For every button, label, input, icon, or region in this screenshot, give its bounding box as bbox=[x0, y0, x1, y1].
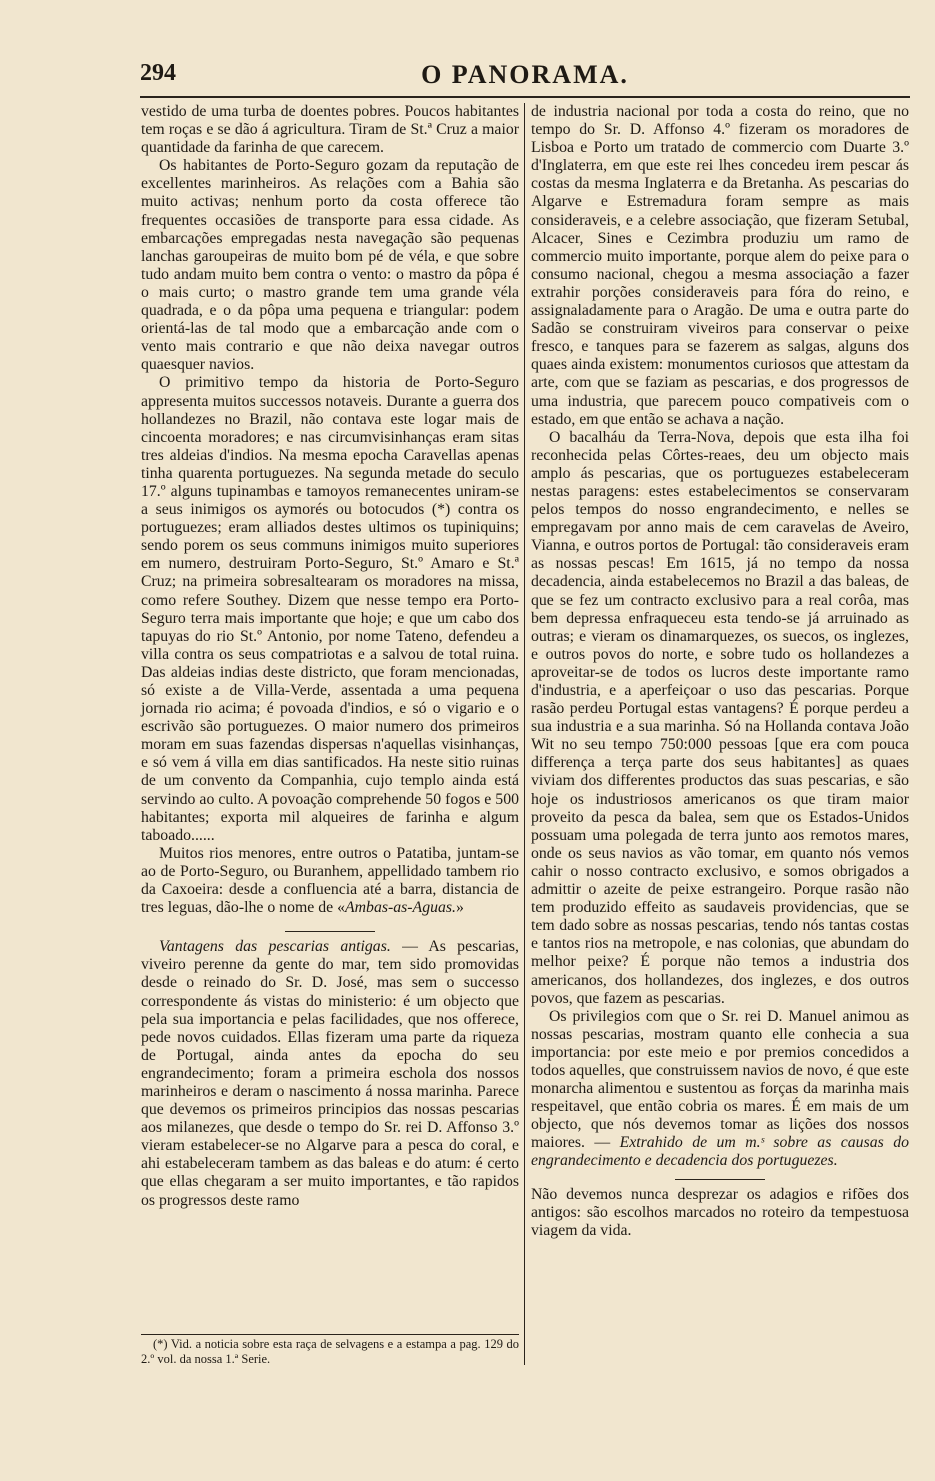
footnote-rule bbox=[141, 1334, 519, 1335]
paragraph-text: Muitos rios menores, entre outros o Patatiba, juntam-se ao de Porto-Seguro, ou Buranhem, appellidado tambem rio da Caxoeira: desde a confluencia até a barra, distancia de tres leguas, dão-lhe o nome de « bbox=[141, 844, 519, 917]
left-column bbox=[141, 103, 519, 1210]
source-dash: — bbox=[584, 1134, 620, 1152]
section-paragraph bbox=[141, 938, 519, 1209]
closing-quote: » bbox=[456, 899, 464, 917]
paragraph: de industria nacional por toda a costa do reino, que no tempo do Sr. D. Affonso 4.º fizeram os moradores de Lisboa e Porto um tratado de commercio com Duarte 3.º d'Inglaterra, em que este rei lhes concedeu irem pescar ás costas da mesma Inglaterra e da Bretanha. As pescarias do Algarve e Estremadura foram sempre as mais consideraveis, e a celebre associação, que fizeram Setubal, Alcacer, Sines e Cezimbra produziu um ramo de commercio muito importante, porque alem do peixe para o consumo nacional, chegou a mesma associação a fazer extrahir porções consideraveis para fóra do reino, e assignaladamente para o Aragão. De uma e outra parte do Sadão se construiram viveiros para conservar o peixe fresco, e tanques para se fazerem as salgas, alguns dos quaes ainda existem: monumentos curiosos que attestam da arte, com que se faziam as pescarias, e dos progressos de uma industria, que parecem pouco compativeis com o estado, em que então se achava a nação. bbox=[531, 103, 909, 428]
source-citation: Extrahido de um m.ˢ sobre as causas do engrandecimento e decadencia dos portuguezes. bbox=[531, 1134, 909, 1170]
column-divider bbox=[524, 103, 525, 1365]
journal-title: O PANORAMA. bbox=[421, 60, 629, 89]
paragraph: O primitivo tempo da historia de Porto-Seguro appresenta muitos successos notaveis. Durante a guerra dos hollandezes no Brazil, não contava este logar mais de cincoenta moradores; e nas circumvisinhanças eram sitas tres aldeias d'indios. Na mesma epocha Caravellas apenas tinha quarenta portuguezes. Na segunda metade do seculo 17.º alguns tupinambas e tamoyos remanecentes uniram-se a seus inimigos os aymorés ou botocudos (*) contra os portuguezes; eram alliados destes ultimos os tupiniquins; sendo porem os seus communs inimigos muito superiores em numero, destruiram Porto-Seguro, St.º Amaro e St.ª Cruz; na primeira sobresaltearam os moradores na missa, como refere Southey. Dizem que nesse tempo era Porto-Seguro terra mais importante que hoje; e que um cabo dos tapuyas do rio St.º Antonio, por nome Tateno, defendeu a villa contra os seus compatriotas e a salvou de total ruina. Das aldeias indias deste districto, que foram mencionadas, só existe a de Villa-Verde, assentada a uma pequena jornada rio acima; é povoada d'indios, e só o vigario e o escrivão são portuguezes. O maior numero dos primeiros moram em suas fazendas dispersas n'aquellas visinhanças, e só vem á villa em dias santificados. Ha neste sitio ruinas de um convento da Companhia, cujo templo ainda está servindo ao culto. A povoação comprehende 50 fogos e 500 habitantes; exporta mil alqueires de farinha e algum taboado...... bbox=[141, 374, 519, 844]
river-name: Ambas-as-Aguas. bbox=[344, 899, 456, 917]
section-text: — As pescarias, viveiro perenne da gente do mar, tem sido promovidas desde o reinado do Sr. D. José, mas sem o successo correspondente ás vistas do ministerio: é um objecto que pela sua importancia e pelas facilidades, que nos offerece, pede novos cuidados. Ellas fizeram uma parte da riqueza de Portugal, ainda antes da epocha do seu engrandecimento; foram a primeira eschola dos nossos marinheiros e deram o nascimento á nossa marinha. Parece que devemos os primeiros principios das nossas pescarias aos milanezes, que desde o tempo do Sr. rei D. Affonso 3.º vieram estabelecer-se no Algarve para a pesca do coral, e ahi estabeleceram tambem as das baleas e do atum: é certo que ellas chegaram a ser muito importantes, e tão rapidos os progressos deste ramo bbox=[141, 938, 520, 1209]
footnote bbox=[141, 1337, 519, 1367]
page-header bbox=[140, 60, 910, 88]
paragraph bbox=[141, 845, 519, 917]
paragraph-text: Os privilegios com que o Sr. rei D. Manuel animou as nossas pescarias, mostram quanto elle conhecia a sua importancia: por este meio e por premios concedidos a todos aquelles, que construissem navios de novo, é que este monarcha alimentou e sustentou as forças da marinha mais respeitavel, que então cobria os mares. É em mais de um objecto, que nós devemos tomar as lições dos nossos maiores. bbox=[531, 1007, 909, 1152]
paragraph: Os habitantes de Porto-Seguro gozam da reputação de excellentes marinheiros. As relações com a Bahia são muito activas; nenhum porto da costa offerece tão frequentes occasiões de transporte para essa cidade. As embarcações empregadas nesta navegação são pequenas lanchas garoupeiras de muito bom pé de véla, e que sobre tudo andam muito bem contra o vento: o mastro da pôpa é o mais curto; o mastro grande tem uma grande véla quadrada, e o da pôpa uma pequena e triangular: podem orientá-las de tal modo que a embarcação ande com o vento mais contrario e que não deixa navegar outros quaesquer navios. bbox=[141, 157, 519, 374]
right-column bbox=[531, 103, 909, 1240]
footnote-text: (*) Vid. a noticia sobre esta raça de selvagens e a estampa a pag. 129 do 2.º vol. da nossa 1.ª Serie. bbox=[141, 1337, 519, 1366]
section-separator bbox=[675, 1179, 765, 1180]
page-number: 294 bbox=[140, 60, 176, 86]
section-separator bbox=[285, 931, 375, 932]
paragraph bbox=[531, 1008, 909, 1171]
proverb: Não devemos nunca desprezar os adagios e rifões dos antigos: são escolhos marcados no roteiro da tempestuosa viagem da vida. bbox=[531, 1185, 909, 1239]
paragraph: O bacalháu da Terra-Nova, depois que esta ilha foi reconhecida pelas Côrtes-reaes, deu um objecto mais amplo ás pescarias, que os portuguezes estabeleceram nestas paragens: estes estabelecimentos se conservaram pelos tempos do nosso engrandecimento, e nelles se empregavam por anno mais de cem caravelas de Aveiro, Vianna, e outros portos de Portugal: tão consideraveis eram as nossas pescas! Em 1615, já no tempo da nossa decadencia, ainda estabelecemos no Brazil a das baleas, de que se fez um contracto exclusivo para a real corôa, mas bem depressa enfraqueceu esta tendo-se já arruinado as outras; e vieram os dinamarquezes, os suecos, os inglezes, e outros povos do norte, e sobre tudo os hollandezes a aproveitar-se de todos os lucros deste importante ramo d'industria, e a aperfeiçoar o uso das pescarias. Porque rasão perdeu Portugal estas vantagens? É porque perdeu a sua industria e a sua marinha. Só na Hollanda contava João Wit no seu tempo 750:000 pessoas [que era com pouca differença a terça parte dos seus habitantes] as quaes viviam dos differentes productos das suas pescarias, e são hoje os industriosos americanos os que tiram maior proveito da pesca da balea, sem que os Estados-Unidos possuam uma polegada de terra junto aos remotos mares, onde os seus navios as vão tomar, em quanto nós vemos cahir o nosso contracto exclusivo, e somos obrigados a admittir o azeite de peixe estrangeiro. Porque rasão não tem produzido effeito as saudaveis providencias, que se tem dado sobre as nossas pescarias, tendo nós tantas costas e tantos rios na metropole, e nas colonias, que abundam do melhor peixe? É porque não temos a industria dos americanos, dos hollandezes, dos inglezes, e dos outros povos, que fazem as pescarias. bbox=[531, 428, 909, 1007]
paragraph: vestido de uma turba de doentes pobres. Poucos habitantes tem roças e se dão á agricultura. Tiram de St.ª Cruz a maior quantidade da farinha de que carecem. bbox=[141, 103, 519, 157]
header-rule bbox=[140, 96, 910, 98]
section-title: Vantagens das pescarias antigas. bbox=[159, 938, 391, 956]
